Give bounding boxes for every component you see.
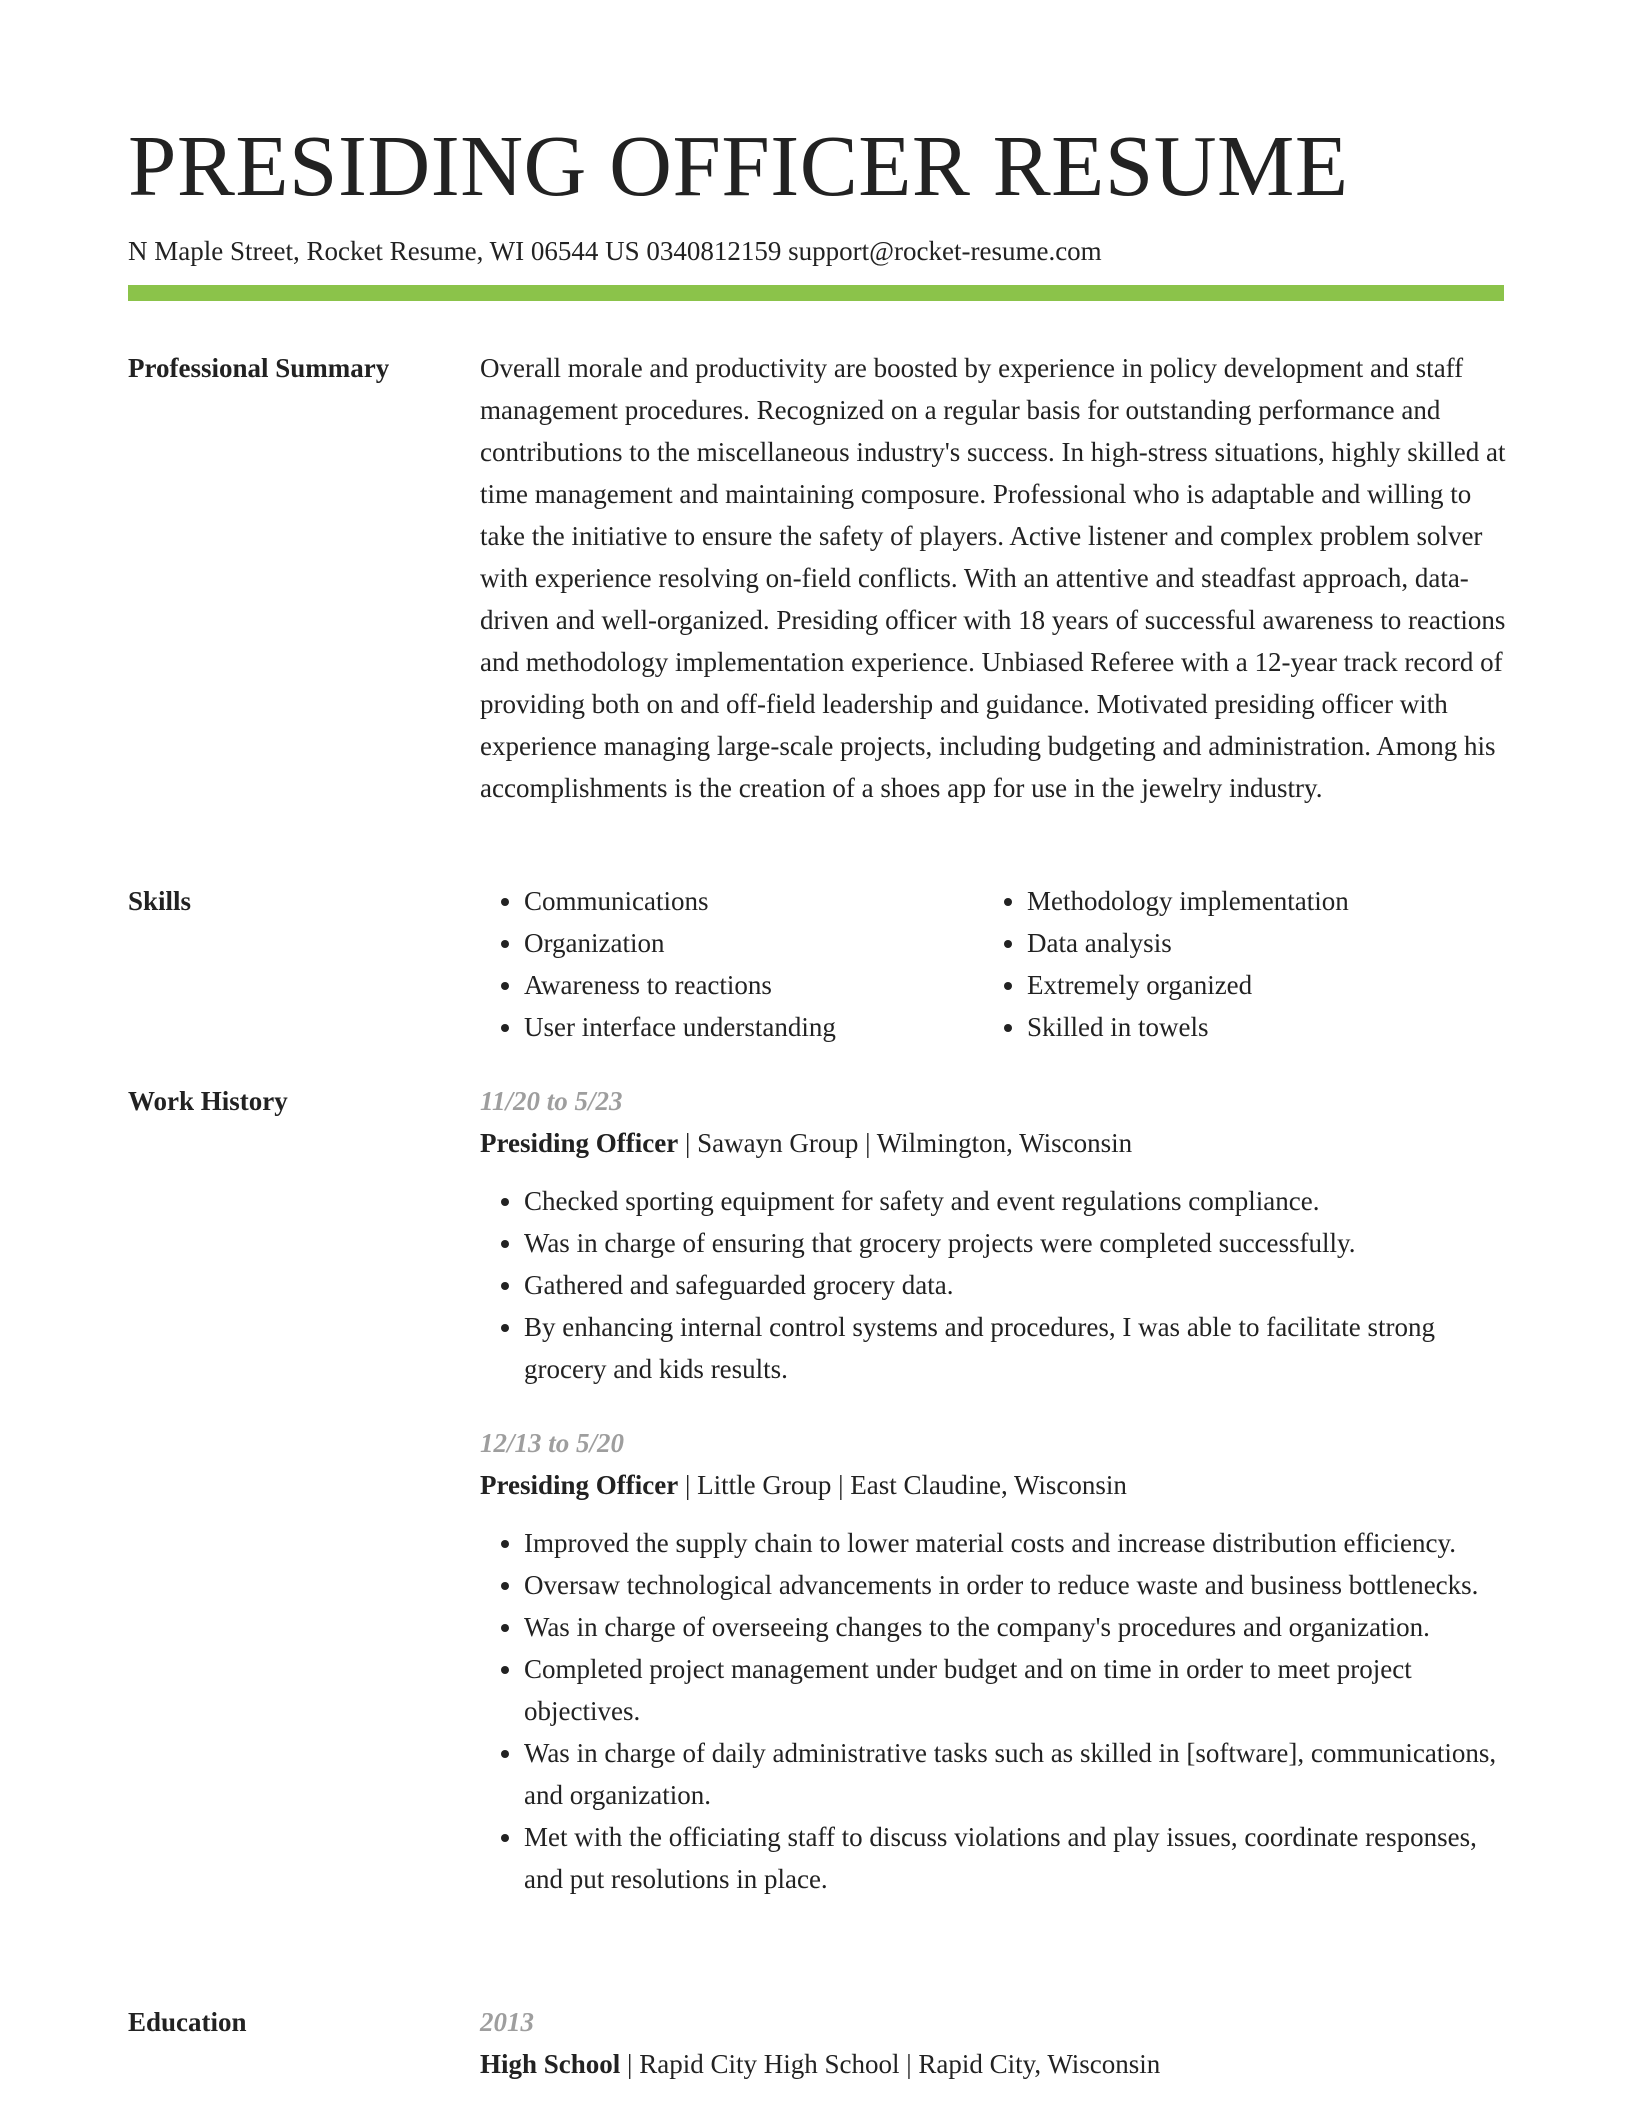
skill-item: • Organization (524, 922, 983, 964)
job-heading-line (480, 1122, 1510, 1164)
skills-body (480, 880, 1510, 1048)
education-details: | Rapid City High School | Rapid City, Wisconsin (620, 2049, 1161, 2079)
skill-item: • Communications (524, 880, 983, 922)
skill-item: • Extremely organized (1027, 964, 1554, 1006)
job-bullet: • Gathered and safeguarded grocery data. (524, 1264, 1510, 1306)
job-details: | Sawayn Group | Wilmington, Wisconsin (678, 1128, 1133, 1158)
header-divider (128, 285, 1504, 301)
education-degree: High School (480, 2049, 621, 2079)
skills-heading: Skills (128, 886, 192, 916)
skill-item: • User interface understanding (524, 1006, 983, 1048)
job-title: Presiding Officer (480, 1470, 679, 1500)
job-heading-line (480, 1464, 1510, 1506)
job-entry (480, 1422, 1510, 1900)
job-bullet: • Improved the supply chain to lower material costs and increase distribution efficiency. (524, 1522, 1510, 1564)
job-entry (480, 1080, 1510, 1390)
job-bullet: • Checked sporting equipment for safety and event regulations compliance. (524, 1180, 1510, 1222)
skill-item: • Data analysis (1027, 922, 1554, 964)
skills-columns (480, 880, 1510, 1048)
skills-list-right (983, 880, 1554, 1048)
education-body (480, 2001, 1510, 2085)
job-bullets (480, 1180, 1510, 1390)
skills-list-left (480, 880, 983, 1048)
job-bullet: • Was in charge of daily administrative tasks such as skilled in [software], communications, and organization. (524, 1732, 1510, 1816)
education-heading-line (480, 2043, 1510, 2085)
skill-item: • Methodology implementation (1027, 880, 1554, 922)
work-history-heading: Work History (128, 1086, 288, 1116)
work-history-body (480, 1080, 1510, 1900)
job-dates: 11/20 to 5/23 (480, 1086, 623, 1116)
summary-body (480, 347, 1510, 809)
skill-item: • Skilled in towels (1027, 1006, 1554, 1048)
job-dates: 12/13 to 5/20 (480, 1428, 625, 1458)
job-bullet: • Met with the officiating staff to discuss violations and play issues, coordinate responses, and put resolutions in place. (524, 1816, 1510, 1900)
contact-line: N Maple Street, Rocket Resume, WI 06544 US 0340812159 support@rocket-resume.com (128, 236, 1102, 266)
summary-heading: Professional Summary (128, 353, 390, 383)
job-bullet: • Completed project management under budget and on time in order to meet project objectives. (524, 1648, 1510, 1732)
job-bullet: • By enhancing internal control systems and procedures, I was able to facilitate strong grocery and kids results. (524, 1306, 1510, 1390)
skill-item: • Awareness to reactions (524, 964, 983, 1006)
education-heading: Education (128, 2007, 247, 2037)
summary-text: Overall morale and productivity are boosted by experience in policy development and staff management procedures. Recognized on a regular basis for outstanding performance and contributions to the miscellaneous industry's success. In high-stress situations, highly skilled at time management and maintaining composure. Professional who is adaptable and willing to take the initiative to ensure the safety of players. Active listener and complex problem solver with experience resolving on-field conflicts. With an attentive and steadfast approach, data-driven and well-organized. Presiding officer with 18 years of successful awareness to reactions and methodology implementation experience. Unbiased Referee with a 12-year track record of providing both on and off-field leadership and guidance. Motivated presiding officer with experience managing large-scale projects, including budgeting and administration. Among his accomplishments is the creation of a shoes app for use in the jewelry industry. (480, 353, 1506, 803)
job-bullet: • Was in charge of ensuring that grocery projects were completed successfully. (524, 1222, 1510, 1264)
job-details: | Little Group | East Claudine, Wisconsin (678, 1470, 1127, 1500)
job-bullet: • Was in charge of overseeing changes to the company's procedures and organization. (524, 1606, 1510, 1648)
job-title: Presiding Officer (480, 1128, 679, 1158)
job-bullets (480, 1522, 1510, 1900)
education-dates: 2013 (480, 2007, 534, 2037)
resume-title: PRESIDING OFFICER RESUME (128, 117, 1349, 214)
job-bullet: • Oversaw technological advancements in order to reduce waste and business bottlenecks. (524, 1564, 1510, 1606)
